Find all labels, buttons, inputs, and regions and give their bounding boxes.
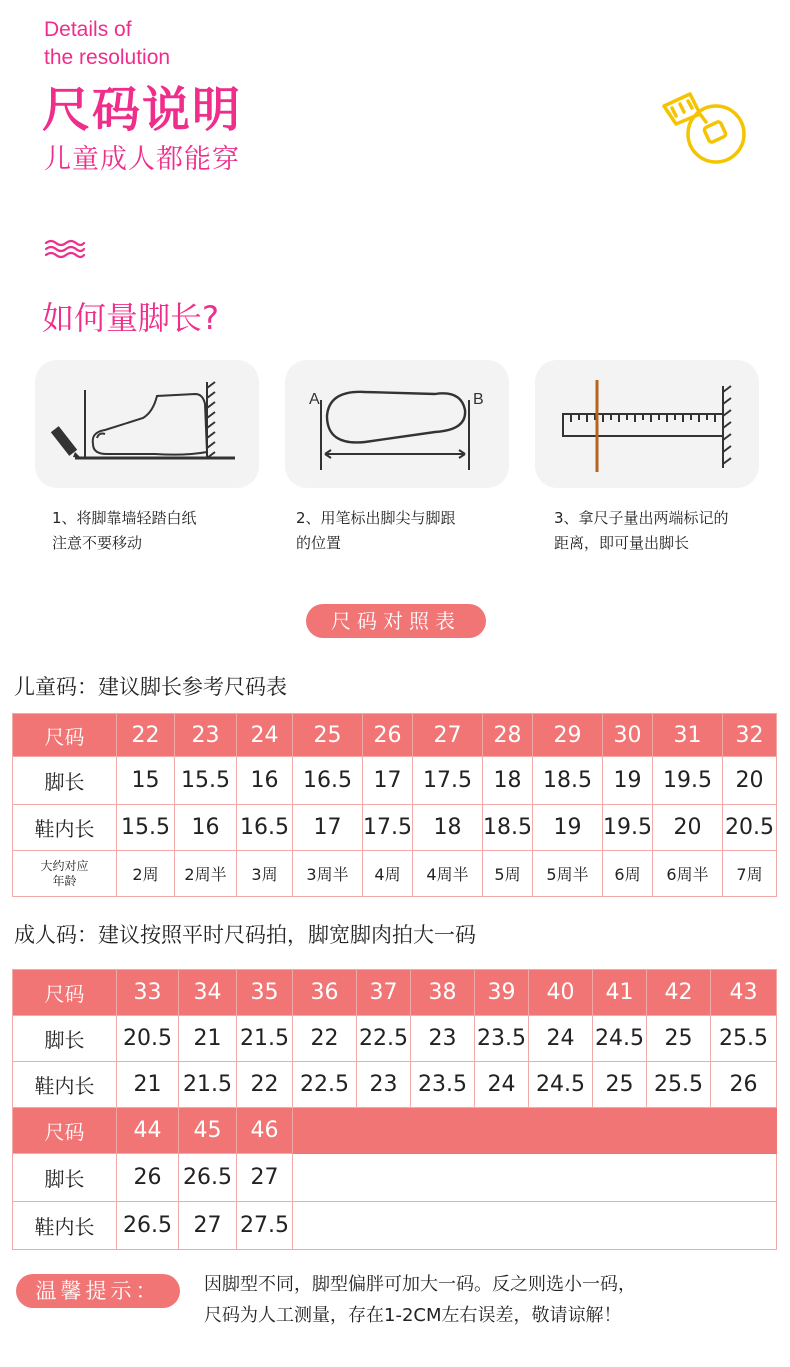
adult-size-row-a (13, 970, 777, 1016)
age-cell: 2周半 (175, 851, 237, 897)
adult-size-table (12, 969, 777, 1250)
age-cell: 6周 (603, 851, 653, 897)
size-cell: 43 (711, 970, 777, 1016)
size-cell: 37 (357, 970, 411, 1016)
inner-cell: 27.5 (237, 1202, 293, 1250)
inner-cell: 21.5 (179, 1062, 237, 1108)
foot-cell: 25 (647, 1016, 711, 1062)
how-to-measure-title: 如何量脚长? (42, 299, 219, 337)
inner-cell: 18.5 (483, 805, 533, 851)
inner-cell: 20 (653, 805, 723, 851)
foot-cell: 22 (293, 1016, 357, 1062)
inner-cell: 24 (475, 1062, 529, 1108)
page-title: 尺码说明 (42, 82, 243, 138)
age-cell: 6周半 (653, 851, 723, 897)
kids-size-table (12, 713, 777, 897)
size-cell: 29 (533, 714, 603, 757)
row-label: 脚长 (13, 1154, 117, 1202)
header-english-text (44, 16, 170, 72)
size-cell: 28 (483, 714, 533, 757)
kids-foot-row (13, 757, 777, 805)
empty-cell (293, 1108, 777, 1154)
size-cell: 22 (117, 714, 175, 757)
foot-cell: 25.5 (711, 1016, 777, 1062)
kids-inner-row (13, 805, 777, 851)
point-b-label: B (473, 391, 484, 408)
wave-icon (44, 238, 86, 260)
header-english-line1: Details of (44, 18, 132, 41)
adult-inner-row-b (13, 1202, 777, 1250)
inner-cell: 23.5 (411, 1062, 475, 1108)
age-cell: 5周 (483, 851, 533, 897)
size-cell: 45 (179, 1108, 237, 1154)
step2-line1: 2、用笔标出脚尖与脚跟 (296, 509, 456, 527)
inner-cell: 19 (533, 805, 603, 851)
inner-cell: 22 (237, 1062, 293, 1108)
size-cell: 24 (237, 714, 293, 757)
age-cell: 2周 (117, 851, 175, 897)
inner-cell: 24.5 (529, 1062, 593, 1108)
foot-cell: 18.5 (533, 757, 603, 805)
footprint-outline-icon (285, 360, 509, 488)
step3-illustration (535, 360, 759, 488)
step3-line2: 距离，即可量出脚长 (554, 534, 690, 552)
row-label: 鞋内长 (13, 1202, 117, 1250)
kids-age-row (13, 851, 777, 897)
inner-cell: 25.5 (647, 1062, 711, 1108)
foot-cell: 16.5 (293, 757, 363, 805)
foot-cell: 21 (179, 1016, 237, 1062)
age-cell: 7周 (723, 851, 777, 897)
age-cell: 4周半 (413, 851, 483, 897)
ruler-measure-icon (535, 360, 759, 488)
size-chart-label: 尺码对照表 (306, 604, 486, 638)
step2-line2: 的位置 (296, 534, 342, 552)
step1-line2: 注意不要移动 (52, 534, 143, 552)
row-label: 脚长 (13, 1016, 117, 1062)
inner-cell: 21 (117, 1062, 179, 1108)
row-label: 鞋内长 (13, 805, 117, 851)
step1-illustration (35, 360, 259, 488)
size-cell: 35 (237, 970, 293, 1016)
header-english-line2: the resolution (44, 46, 171, 69)
foot-against-wall-icon (35, 360, 259, 488)
row-label: 鞋内长 (13, 1062, 117, 1108)
age-cell: 4周 (363, 851, 413, 897)
inner-cell: 19.5 (603, 805, 653, 851)
inner-cell: 16 (175, 805, 237, 851)
step2-illustration (285, 360, 509, 488)
inner-cell: 26.5 (117, 1202, 179, 1250)
inner-cell: 16.5 (237, 805, 293, 851)
size-cell: 44 (117, 1108, 179, 1154)
size-cell: 32 (723, 714, 777, 757)
inner-cell: 26 (711, 1062, 777, 1108)
inner-cell: 15.5 (117, 805, 175, 851)
empty-cell (293, 1202, 777, 1250)
adult-inner-row-a (13, 1062, 777, 1108)
foot-cell: 16 (237, 757, 293, 805)
foot-cell: 17 (363, 757, 413, 805)
inner-cell: 20.5 (723, 805, 777, 851)
foot-cell: 17.5 (413, 757, 483, 805)
row-label: 尺码 (13, 1108, 117, 1154)
size-cell: 33 (117, 970, 179, 1016)
step2-instruction (296, 506, 536, 556)
adult-foot-row-a (13, 1016, 777, 1062)
inner-cell: 17 (293, 805, 363, 851)
age-cell: 3周半 (293, 851, 363, 897)
size-cell: 23 (175, 714, 237, 757)
foot-cell: 21.5 (237, 1016, 293, 1062)
age-row-label (13, 851, 117, 897)
size-cell: 30 (603, 714, 653, 757)
empty-cell (293, 1154, 777, 1202)
step3-instruction (554, 506, 790, 556)
foot-cell: 24 (529, 1016, 593, 1062)
foot-cell: 26 (117, 1154, 179, 1202)
size-cell: 31 (653, 714, 723, 757)
kids-size-row (13, 714, 777, 757)
tip-line2: 尺码为人工测量，存在1-2CM左右误差，敬请谅解！ (204, 1305, 622, 1326)
inner-cell: 17.5 (363, 805, 413, 851)
row-label: 尺码 (13, 970, 117, 1016)
row-label: 脚长 (13, 757, 117, 805)
foot-cell: 18 (483, 757, 533, 805)
size-cell: 46 (237, 1108, 293, 1154)
age-cell: 3周 (237, 851, 293, 897)
inner-cell: 25 (593, 1062, 647, 1108)
foot-cell: 24.5 (593, 1016, 647, 1062)
foot-cell: 15 (117, 757, 175, 805)
foot-cell: 19 (603, 757, 653, 805)
row-label: 尺码 (13, 714, 117, 757)
foot-cell: 23 (411, 1016, 475, 1062)
adult-size-title: 成人码：建议按照平时尺码拍，脚宽脚肉拍大一码 (14, 923, 476, 947)
size-cell: 26 (363, 714, 413, 757)
kids-size-title: 儿童码：建议脚长参考尺码表 (14, 675, 287, 699)
adult-foot-row-b (13, 1154, 777, 1202)
tip-line1: 因脚型不同，脚型偏胖可加大一码。反之则选小一码， (204, 1274, 636, 1295)
foot-cell: 20 (723, 757, 777, 805)
inner-cell: 18 (413, 805, 483, 851)
size-cell: 39 (475, 970, 529, 1016)
step1-instruction (52, 506, 292, 556)
inner-cell: 23 (357, 1062, 411, 1108)
size-cell: 25 (293, 714, 363, 757)
inner-cell: 27 (179, 1202, 237, 1250)
tip-label: 温馨提示： (16, 1274, 180, 1308)
foot-cell: 26.5 (179, 1154, 237, 1202)
foot-cell: 19.5 (653, 757, 723, 805)
inner-cell: 22.5 (293, 1062, 357, 1108)
size-cell: 41 (593, 970, 647, 1016)
page-subtitle: 儿童成人都能穿 (44, 144, 240, 175)
age-label-line1: 大约对应 (40, 858, 89, 873)
size-cell: 27 (413, 714, 483, 757)
step1-line1: 1、将脚靠墙轻踏白纸 (52, 509, 197, 527)
point-a-label: A (309, 391, 320, 408)
size-cell: 36 (293, 970, 357, 1016)
foot-cell: 27 (237, 1154, 293, 1202)
step3-line1: 3、拿尺子量出两端标记的 (554, 509, 729, 527)
age-cell: 5周半 (533, 851, 603, 897)
size-cell: 34 (179, 970, 237, 1016)
size-cell: 42 (647, 970, 711, 1016)
foot-cell: 23.5 (475, 1016, 529, 1062)
foot-cell: 15.5 (175, 757, 237, 805)
size-cell: 38 (411, 970, 475, 1016)
tape-measure-icon (660, 92, 752, 168)
age-label-line2: 年龄 (52, 873, 77, 888)
foot-cell: 20.5 (117, 1016, 179, 1062)
foot-cell: 22.5 (357, 1016, 411, 1062)
adult-size-row-b (13, 1108, 777, 1154)
size-cell: 40 (529, 970, 593, 1016)
